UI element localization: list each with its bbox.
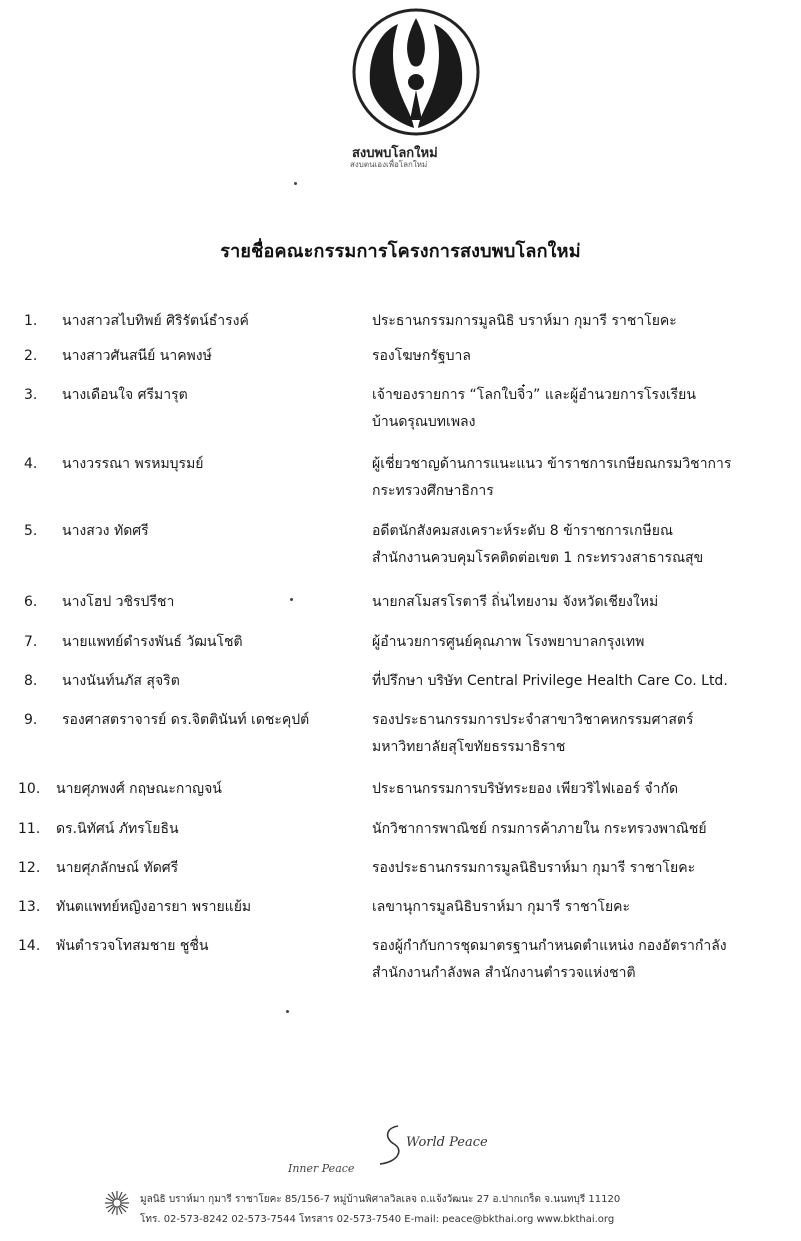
member-name: ทันตแพทย์หญิงอารยา พรายแย้ม xyxy=(56,899,252,915)
logo-title: สงบพบโลกใหม่ xyxy=(352,146,438,161)
member-name: นางนันท์นภัส สุจริต xyxy=(62,673,180,689)
member-role-line: นักวิชาการพาณิชย์ กรมการค้าภายใน กระทรวงพาณิชย์ xyxy=(372,821,707,837)
member-role-line: รองโฆษกรัฐบาล xyxy=(372,348,471,364)
member-name: นางโฮป วชิรปรีชา xyxy=(62,594,175,610)
member-role-line: ผู้อำนวยการศูนย์คุณภาพ โรงพยาบาลกรุงเทพ xyxy=(372,634,645,650)
member-role xyxy=(372,382,792,436)
member-role-line: เลขานุการมูลนิธิบราห์มา กุมารี ราชาโยคะ xyxy=(372,899,631,915)
member-role xyxy=(372,894,792,921)
member-role-line: ที่ปรึกษา บริษัท Central Privilege Health Care Co. Ltd. xyxy=(372,673,728,689)
footer-address: มูลนิธิ บราห์มา กุมารี ราชาโยคะ 85/156-7 หมู่บ้านพิศาลวิลเลจ ถ.แจ้งวัฒนะ 27 อ.ปากเกร็ด จ.นนทบุรี 11120 xyxy=(140,1194,621,1205)
member-role xyxy=(372,776,792,803)
member-name: นางสาวศันสนีย์ นาคพงษ์ xyxy=(62,348,212,364)
member-role-line: ประธานกรรมการบริษัทระยอง เพียวริไฟเออร์ จำกัด xyxy=(372,781,679,797)
logo-subtitle: สงบตนเองเพื่อโลกใหม่ xyxy=(350,160,428,169)
member-name: นางสวง ทัดศรี xyxy=(62,523,149,539)
member-role-line: บ้านดรุณบทเพลง xyxy=(372,414,476,430)
member-number: 1. xyxy=(24,313,38,329)
member-number: 8. xyxy=(24,673,38,689)
member-role-line: รองประธานกรรมการประจำสาขาวิชาคหกรรมศาสตร์ xyxy=(372,712,694,728)
member-role-line: กระทรวงศึกษาธิการ xyxy=(372,483,494,499)
member-role xyxy=(372,816,792,843)
member-role-line: ประธานกรรมการมูลนิธิ บราห์มา กุมารี ราชาโยคะ xyxy=(372,313,677,329)
member-number: 3. xyxy=(24,387,38,403)
member-number: 5. xyxy=(24,523,38,539)
member-role-line: เจ้าของรายการ “โลกใบจิ๋ว” และผู้อำนวยการโรงเรียน xyxy=(372,387,696,403)
signature-line-2: Inner Peace xyxy=(288,1162,355,1175)
document-title: รายชื่อคณะกรรมการโครงการสงบพบโลกใหม่ xyxy=(220,241,581,262)
member-number: 12. xyxy=(18,860,41,876)
member-name: นางวรรณา พรหมบุรมย์ xyxy=(62,456,204,472)
member-name: นายศุภลักษณ์ ทัดศรี xyxy=(56,860,179,876)
member-role xyxy=(372,343,792,370)
member-role xyxy=(372,707,792,761)
member-number: 11. xyxy=(18,821,41,837)
member-number: 9. xyxy=(24,712,38,728)
member-role xyxy=(372,589,792,616)
handwritten-signature xyxy=(280,1122,540,1182)
scan-speck xyxy=(294,182,297,185)
member-role-line: มหาวิทยาลัยสุโขทัยธรรมาธิราช xyxy=(372,739,566,755)
sun-emblem-icon xyxy=(104,1190,130,1216)
member-number: 6. xyxy=(24,594,38,610)
member-role xyxy=(372,518,792,572)
member-number: 2. xyxy=(24,348,38,364)
member-role-line: รองประธานกรรมการมูลนิธิบราห์มา กุมารี ราชาโยคะ xyxy=(372,860,696,876)
footer-contact: โทร. 02-573-8242 02-573-7544 โทรสาร 02-573-7540 E-mail: peace@bkthai.org www.bkthai.org xyxy=(140,1214,615,1225)
member-role xyxy=(372,855,792,882)
member-role-line: อดีตนักสังคมสงเคราะห์ระดับ 8 ข้าราชการเกษียณ xyxy=(372,523,673,539)
member-number: 4. xyxy=(24,456,38,472)
member-name: นางสาวสไบทิพย์ ศิริรัตน์ธำรงค์ xyxy=(62,313,249,329)
member-name: พันตำรวจโทสมชาย ชูชื่น xyxy=(56,938,209,954)
member-role-line: รองผู้กำกับการชุดมาตรฐานกำหนดตำแหน่ง กองอัตรากำลัง xyxy=(372,938,727,954)
hands-flame-logo-icon xyxy=(340,4,490,144)
member-role-line: นายกสโมสรโรตารี ถิ่นไทยงาม จังหวัดเชียงใหม่ xyxy=(372,594,659,610)
member-role-line: สำนักงานกำลังพล สำนักงานตำรวจแห่งชาติ xyxy=(372,965,636,981)
member-role xyxy=(372,668,792,695)
member-number: 13. xyxy=(18,899,41,915)
member-number: 14. xyxy=(18,938,41,954)
member-name: ดร.นิทัศน์ ภัทรโยธิน xyxy=(56,821,179,837)
member-role-line: สำนักงานควบคุมโรคติดต่อเขต 1 กระทรวงสาธารณสุข xyxy=(372,550,704,566)
member-role-line: ผู้เชี่ยวชาญด้านการแนะแนว ข้าราชการเกษียณกรมวิชาการ xyxy=(372,456,732,472)
member-number: 10. xyxy=(18,781,41,797)
member-name: นายศุภพงศ์ กฤษณะกาญจน์ xyxy=(56,781,222,797)
member-name: รองศาสตราจารย์ ดร.จิตตินันท์ เดชะคุปต์ xyxy=(62,712,310,728)
signature-line-1: World Peace xyxy=(406,1135,488,1150)
member-role xyxy=(372,451,792,505)
member-number: 7. xyxy=(24,634,38,650)
member-role xyxy=(372,308,792,335)
member-role xyxy=(372,629,792,656)
signature-scribble-icon xyxy=(280,1122,540,1182)
member-name: นางเดือนใจ ศรีมารุต xyxy=(62,387,188,403)
member-name: นายแพทย์ดำรงพันธ์ วัฒนโชติ xyxy=(62,634,243,650)
member-role xyxy=(372,933,792,987)
foundation-logo xyxy=(340,4,490,164)
scan-speck xyxy=(286,1010,289,1013)
